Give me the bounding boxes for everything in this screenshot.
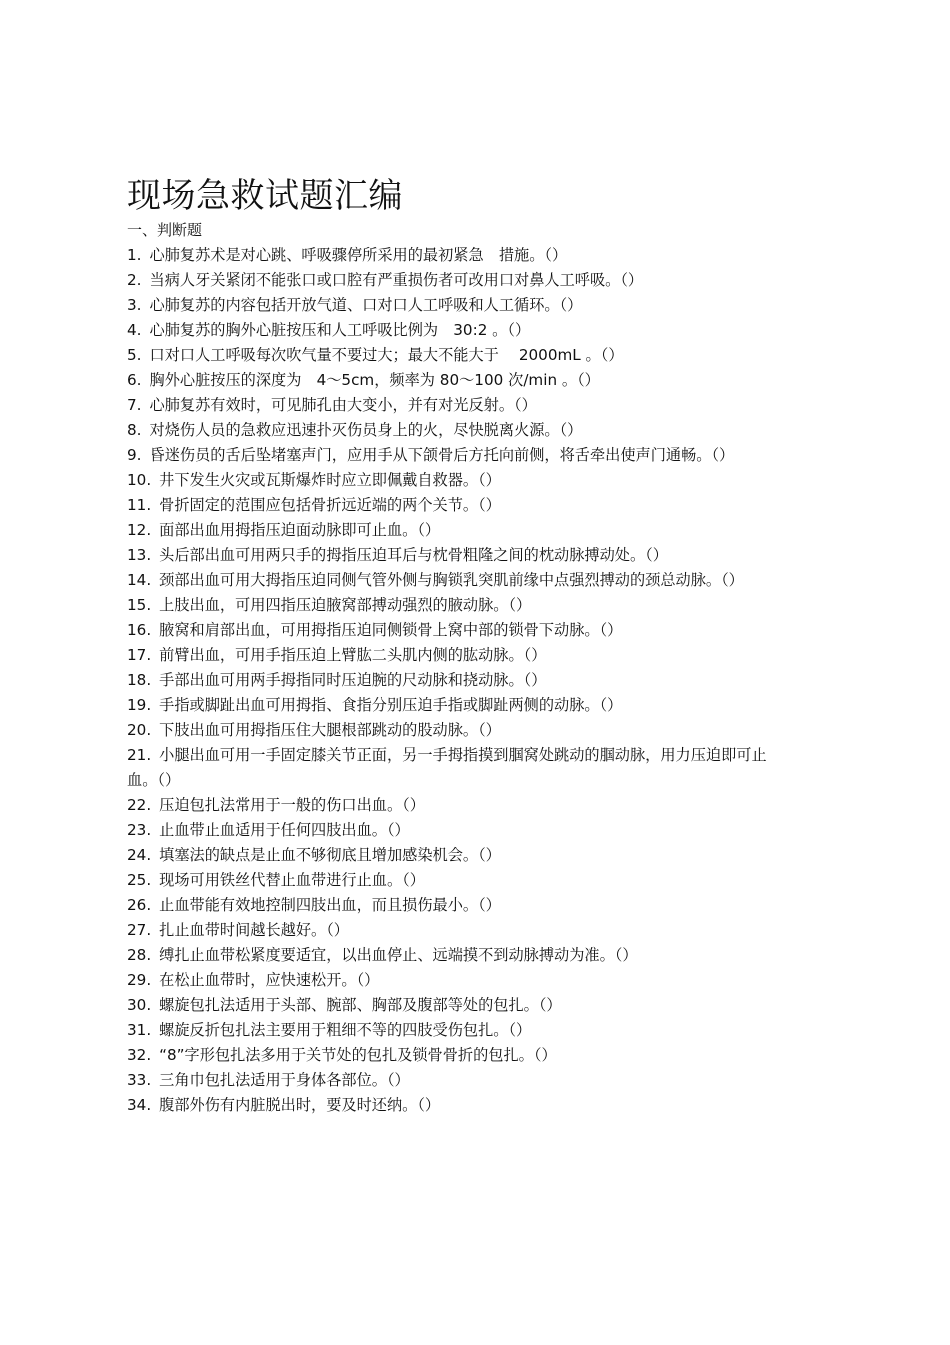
question-text: 扎止血带时间越长越好。（）	[159, 921, 349, 939]
question-number: 34.	[127, 1096, 152, 1114]
question-text: 在松止血带时，应快速松开。（）	[159, 971, 380, 989]
question-number: 4.	[127, 321, 142, 339]
page-title: 现场急救试题汇编	[127, 176, 403, 216]
list-item	[127, 418, 797, 443]
list-item	[127, 643, 797, 668]
question-text: 口对口人工呼吸每次吹气量不要过大；最大不能大于 2000mL 。（）	[149, 346, 624, 364]
question-number: 14.	[127, 571, 152, 589]
list-item	[127, 618, 797, 643]
question-number: 27.	[127, 921, 152, 939]
section-heading: 一、判断题	[127, 221, 203, 239]
question-text: 压迫包扎法常用于一般的伤口出血。（）	[159, 796, 425, 814]
list-item	[127, 318, 797, 343]
question-text: 螺旋包扎法适用于头部、腕部、胸部及腹部等处的包扎。（）	[159, 996, 562, 1014]
list-item	[127, 243, 797, 268]
list-item	[127, 518, 797, 543]
question-text: 螺旋反折包扎法主要用于粗细不等的四肢受伤包扎。（）	[159, 1021, 532, 1039]
list-item	[127, 593, 797, 618]
list-item	[127, 1093, 797, 1118]
question-text: 手指或脚趾出血可用拇指、食指分别压迫手指或脚趾两侧的动脉。（）	[159, 696, 623, 714]
question-number: 8.	[127, 421, 142, 439]
list-item	[127, 393, 797, 418]
question-number: 24.	[127, 846, 152, 864]
list-item	[127, 543, 797, 568]
question-number: 5.	[127, 346, 142, 364]
list-item	[127, 1068, 797, 1093]
question-number: 2.	[127, 271, 142, 289]
list-item	[127, 568, 797, 593]
question-text: 小腿出血可用一手固定膝关节正面，另一手拇指摸到腘窝处跳动的腘动脉，用力压迫即可止血。（）	[127, 746, 767, 789]
list-item	[127, 868, 797, 893]
question-number: 6.	[127, 371, 142, 389]
list-item	[127, 968, 797, 993]
question-text: 井下发生火灾或瓦斯爆炸时应立即佩戴自救器。（）	[159, 471, 501, 489]
question-text: “8”字形包扎法多用于关节处的包扎及锁骨骨折的包扎。（）	[159, 1046, 557, 1064]
question-number: 11.	[127, 496, 152, 514]
list-item	[127, 668, 797, 693]
question-number: 9.	[127, 446, 142, 464]
question-text: 三角巾包扎法适用于身体各部位。（）	[159, 1071, 410, 1089]
question-text: 下肢出血可用拇指压住大腿根部跳动的股动脉。（）	[159, 721, 501, 739]
list-item	[127, 843, 797, 868]
list-item	[127, 718, 797, 743]
question-text: 昏迷伤员的舌后坠堵塞声门，应用手从下颌骨后方托向前侧，将舌牵出使声门通畅。（）	[149, 446, 735, 464]
question-text: 填塞法的缺点是止血不够彻底且增加感染机会。（）	[159, 846, 501, 864]
question-number: 28.	[127, 946, 152, 964]
list-item	[127, 293, 797, 318]
question-number: 22.	[127, 796, 152, 814]
question-text: 心肺复苏有效时，可见肺孔由大变小，并有对光反射。（）	[149, 396, 537, 414]
question-number: 18.	[127, 671, 152, 689]
question-number: 19.	[127, 696, 152, 714]
question-number: 13.	[127, 546, 152, 564]
question-text: 前臂出血，可用手指压迫上臂肱二头肌内侧的肱动脉。（）	[159, 646, 547, 664]
list-item	[127, 793, 797, 818]
question-number: 17.	[127, 646, 152, 664]
question-text: 腋窝和肩部出血，可用拇指压迫同侧锁骨上窝中部的锁骨下动脉。（）	[159, 621, 623, 639]
list-item	[127, 943, 797, 968]
question-number: 33.	[127, 1071, 152, 1089]
question-text: 手部出血可用两手拇指同时压迫腕的尺动脉和挠动脉。（）	[159, 671, 547, 689]
question-text: 现场可用铁丝代替止血带进行止血。（）	[159, 871, 425, 889]
question-number: 3.	[127, 296, 142, 314]
list-item	[127, 343, 797, 368]
question-text: 骨折固定的范围应包括骨折远近端的两个关节。（）	[159, 496, 501, 514]
question-text: 心肺复苏术是对心跳、呼吸骤停所采用的最初紧急 措施。（）	[149, 246, 568, 264]
question-text: 止血带能有效地控制四肢出血，而且损伤最小。（）	[159, 896, 501, 914]
question-number: 21.	[127, 746, 152, 764]
question-number: 25.	[127, 871, 152, 889]
list-item	[127, 443, 797, 468]
question-number: 7.	[127, 396, 142, 414]
list-item	[127, 918, 797, 943]
list-item	[127, 493, 797, 518]
question-number: 31.	[127, 1021, 152, 1039]
question-text: 颈部出血可用大拇指压迫同侧气管外侧与胸锁乳突肌前缘中点强烈搏动的颈总动脉。（）	[159, 571, 744, 589]
question-number: 16.	[127, 621, 152, 639]
question-list	[127, 243, 797, 1118]
question-number: 12.	[127, 521, 152, 539]
list-item	[127, 1018, 797, 1043]
question-number: 26.	[127, 896, 152, 914]
question-number: 32.	[127, 1046, 152, 1064]
question-text: 面部出血用拇指压迫面动脉即可止血。（）	[159, 521, 441, 539]
list-item	[127, 368, 797, 393]
list-item	[127, 1043, 797, 1068]
question-text: 当病人牙关紧闭不能张口或口腔有严重损伤者可改用口对鼻人工呼吸。（）	[149, 271, 644, 289]
list-item	[127, 468, 797, 493]
list-item	[127, 693, 797, 718]
question-text: 上肢出血，可用四指压迫腋窝部搏动强烈的腋动脉。（）	[159, 596, 532, 614]
list-item	[127, 818, 797, 843]
question-number: 29.	[127, 971, 152, 989]
question-text: 心肺复苏的内容包括开放气道、口对口人工呼吸和人工循环。（）	[149, 296, 583, 314]
question-text: 胸外心脏按压的深度为 4～5cm，频率为 80～100 次/min 。（）	[149, 371, 600, 389]
question-text: 头后部出血可用两只手的拇指压迫耳后与枕骨粗隆之间的枕动脉搏动处。（）	[159, 546, 668, 564]
question-text: 腹部外伤有内脏脱出时，要及时还纳。（）	[159, 1096, 441, 1114]
list-item	[127, 743, 797, 793]
question-text: 对烧伤人员的急救应迅速扑灭伤员身上的火，尽快脱离火源。（）	[149, 421, 583, 439]
question-text: 心肺复苏的胸外心脏按压和人工呼吸比例为 30:2 。（）	[149, 321, 531, 339]
list-item	[127, 893, 797, 918]
question-number: 23.	[127, 821, 152, 839]
list-item	[127, 268, 797, 293]
question-number: 30.	[127, 996, 152, 1014]
list-item	[127, 993, 797, 1018]
question-number: 1.	[127, 246, 142, 264]
question-text: 缚扎止血带松紧度要适宜，以出血停止、远端摸不到动脉搏动为准。（）	[159, 946, 638, 964]
question-text: 止血带止血适用于任何四肢出血。（）	[159, 821, 410, 839]
question-number: 15.	[127, 596, 152, 614]
question-number: 10.	[127, 471, 152, 489]
question-number: 20.	[127, 721, 152, 739]
